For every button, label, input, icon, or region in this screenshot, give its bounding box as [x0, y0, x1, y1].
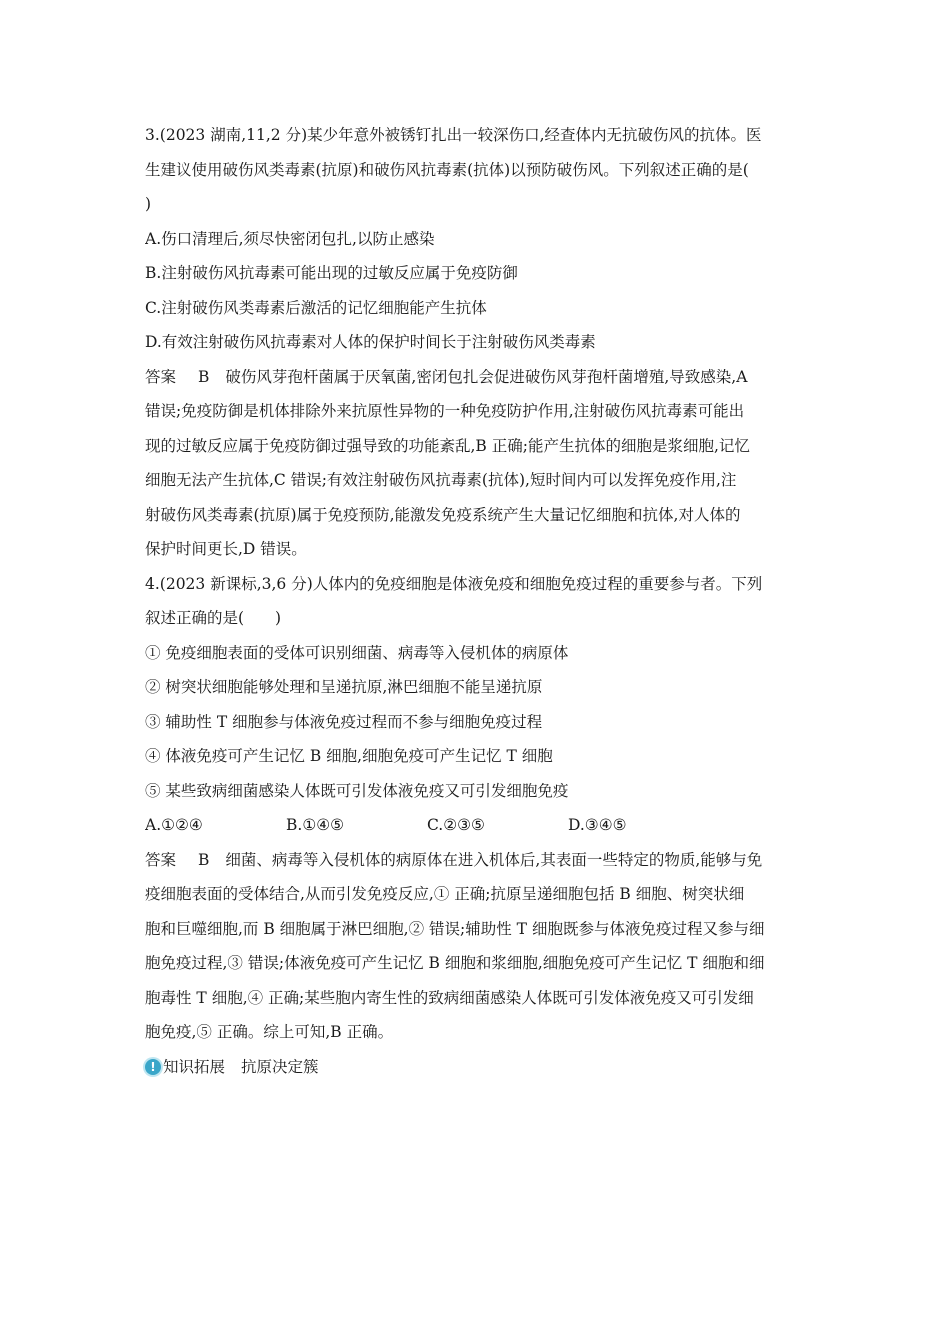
question-3: [145, 118, 813, 567]
question-3-stem-line: 生建议使用破伤风类毒素(抗原)和破伤风抗毒素(抗体)以预防破伤风。下列叙述正确的是(: [145, 160, 749, 179]
question-3-option-b: B.注射破伤风抗毒素可能出现的过敏反应属于免疫防御: [145, 264, 518, 282]
answer-explanation-line: 胞免疫过程,③ 错误;体液免疫可产生记忆 B 细胞和浆细胞,细胞免疫可产生记忆 T 细胞和细: [145, 954, 765, 972]
answer-label: 答案: [145, 850, 177, 869]
question-3-option-c: C.注射破伤风类毒素后激活的记忆细胞能产生抗体: [145, 298, 487, 317]
question-4-stem-line: 4.(2023 新课标,3,6 分)人体内的免疫细胞是体液免疫和细胞免疫过程的重要参与者。下列: [145, 574, 763, 593]
question-3-option-d: D.有效注射破伤风抗毒素对人体的保护时间长于注射破伤风类毒素: [145, 333, 596, 351]
question-4-answer-first-line: [145, 843, 813, 878]
answer-label: 答案: [145, 367, 177, 386]
question-3-option-a: A.伤口清理后,须尽快密闭包扎,以防止感染: [145, 229, 435, 248]
answer-explanation-line: 破伤风芽孢杆菌属于厌氧菌,密闭包扎会促进破伤风芽孢杆菌增殖,导致感染,A: [225, 367, 748, 386]
question-4-option-a: A.①②④: [145, 816, 203, 834]
knowledge-extension-label: 知识拓展: [163, 1057, 226, 1076]
question-4-statement-1: ① 免疫细胞表面的受体可识别细菌、病毒等入侵机体的病原体: [145, 643, 569, 662]
exclamation-icon: !: [145, 1059, 161, 1075]
question-4-stem-line: 叙述正确的是( ): [145, 609, 282, 627]
question-4-option-b: B.①④⑤: [286, 816, 345, 834]
answer-key: B: [198, 850, 210, 869]
document-page: [145, 118, 813, 1084]
answer-explanation-line: 胞免疫,⑤ 正确。综上可知,B 正确。: [145, 1023, 394, 1041]
answer-explanation-line: 胞和巨噬细胞,而 B 细胞属于淋巴细胞,② 错误;辅助性 T 细胞既参与体液免疫过程又参与细: [145, 919, 765, 938]
question-4-statement-5: ⑤ 某些致病细菌感染人体既可引发体液免疫又可引发细胞免疫: [145, 781, 569, 800]
answer-explanation-line: 错误;免疫防御是机体排除外来抗原性异物的一种免疫防护作用,注射破伤风抗毒素可能出: [145, 402, 745, 420]
question-4-options: [145, 808, 813, 843]
knowledge-extension-heading: [145, 1050, 813, 1085]
answer-explanation-line: 细菌、病毒等入侵机体的病原体在进入机体后,其表面一些特定的物质,能够与免: [225, 850, 763, 869]
question-3-answer-first-line: [145, 360, 813, 395]
answer-explanation-line: 射破伤风类毒素(抗原)属于免疫预防,能激发免疫系统产生大量记忆细胞和抗体,对人体的: [145, 505, 741, 524]
question-4-option-d: D.③④⑤: [568, 816, 627, 834]
question-4-statement-4: ④ 体液免疫可产生记忆 B 细胞,细胞免疫可产生记忆 T 细胞: [145, 747, 553, 765]
question-4-option-c: C.②③⑤: [427, 816, 485, 834]
answer-key: B: [198, 367, 210, 386]
answer-explanation-line: 保护时间更长,D 错误。: [145, 540, 307, 558]
question-3-stem-line: ): [145, 195, 152, 213]
knowledge-extension-title: 抗原决定簇: [241, 1057, 319, 1076]
answer-explanation-line: 疫细胞表面的受体结合,从而引发免疫反应,① 正确;抗原呈递细胞包括 B 细胞、树突状细: [145, 885, 745, 903]
answer-explanation-line: 胞毒性 T 细胞,④ 正确;某些胞内寄生性的致病细菌感染人体既可引发体液免疫又可引发细: [145, 988, 754, 1007]
answer-explanation-line: 现的过敏反应属于免疫防御过强导致的功能紊乱,B 正确;能产生抗体的细胞是浆细胞,记忆: [145, 436, 750, 455]
answer-explanation-line: 细胞无法产生抗体,C 错误;有效注射破伤风抗毒素(抗体),短时间内可以发挥免疫作用,注: [145, 471, 737, 489]
question-3-stem-line: 3.(2023 湖南,11,2 分)某少年意外被锈钉扎出一较深伤口,经查体内无抗破伤风的抗体。医: [145, 126, 762, 144]
question-4-statement-2: ② 树突状细胞能够处理和呈递抗原,淋巴细胞不能呈递抗原: [145, 678, 543, 696]
question-4: [145, 567, 813, 1050]
question-4-statement-3: ③ 辅助性 T 细胞参与体液免疫过程而不参与细胞免疫过程: [145, 712, 543, 731]
